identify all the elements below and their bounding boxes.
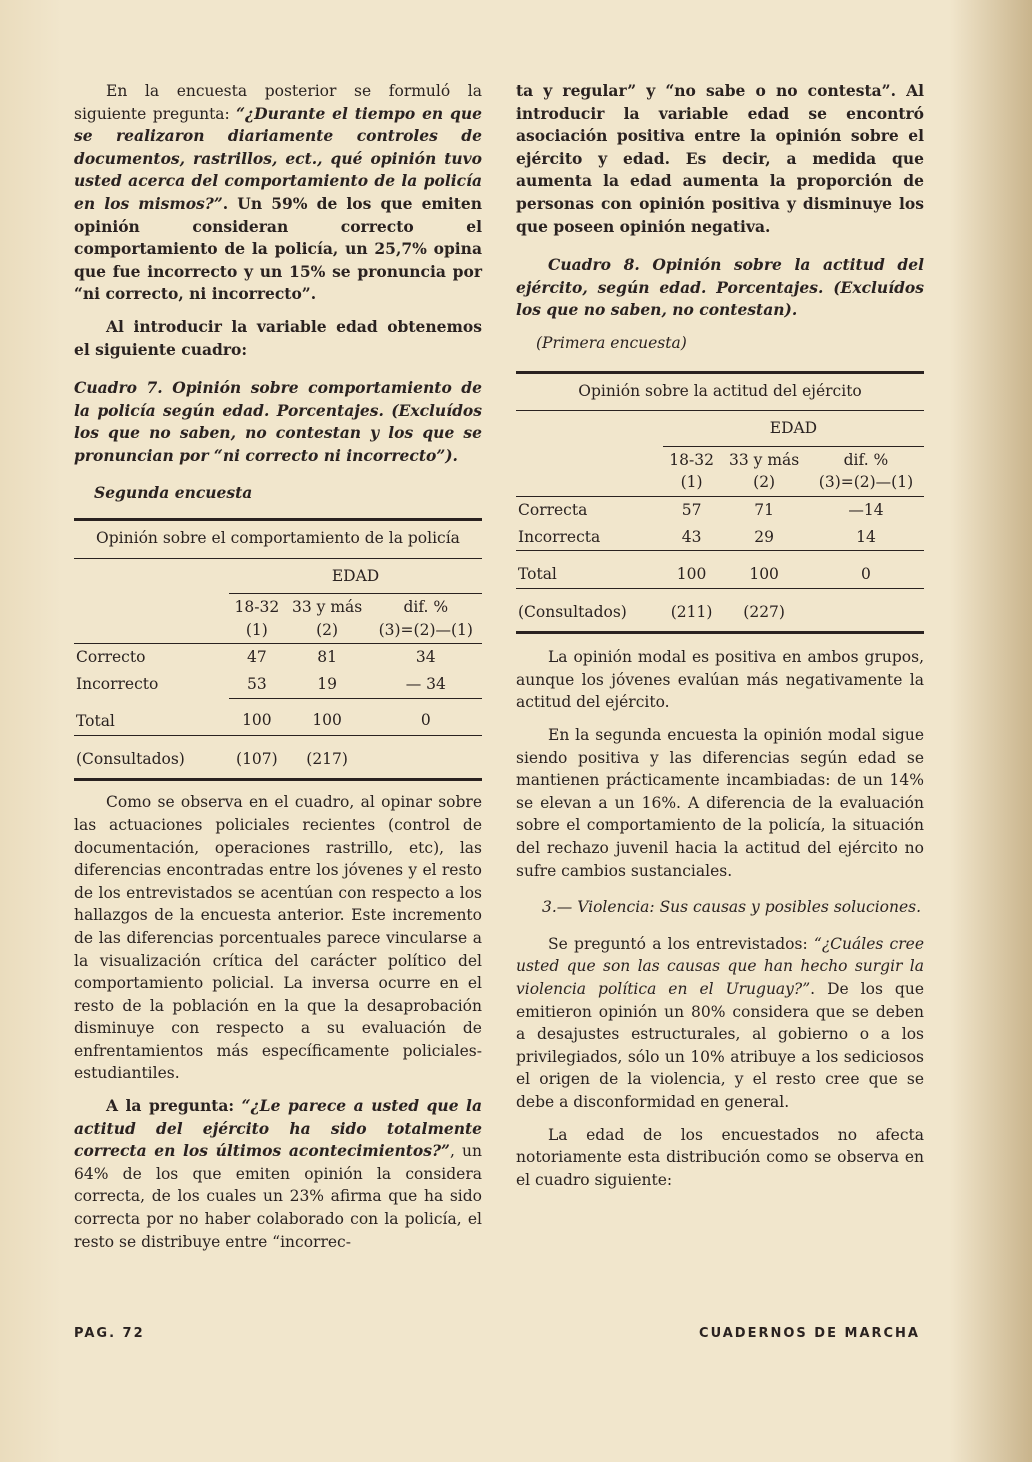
- question-quote: “¿Cuáles cree usted que son las causas que han hecho surgir la violencia política en el Uruguay?”: [516, 934, 924, 998]
- table-sublabel: (Primera encuesta): [536, 333, 687, 352]
- text: . Un 59% de los que emiten opinión consideran correcto el comportamiento de la policía, un 25,7% opina que fue incorrecto y un 15% se pronuncia por “ni correcto, ni incorrecto”.: [74, 193, 483, 304]
- table-title: Opinión sobre la actitud del ejército: [516, 372, 924, 411]
- table-consulted-row: (Consultados) (107) (217): [74, 735, 482, 780]
- table-group-header: EDAD: [229, 558, 482, 594]
- column-header: 33 y más (2): [285, 594, 370, 644]
- table-sublabel: Segunda encuesta: [94, 482, 253, 502]
- column-header: 33 y más (2): [720, 446, 808, 496]
- paragraph: [74, 80, 482, 306]
- paragraph: A la pregunta: “¿Le parece a usted que la actitud del ejército ha sido totalmente correcta en los últimos acontecimientos?”, un 64% de los que emiten opinión la considera correcta, de los cuales un 23% afirma que ha sido correcta por no haber colaborado con la policía, el resto se distribuye entre “incorrec-: [74, 1096, 483, 1251]
- paragraph: La edad de los encuestados no afecta notoriamente esta distribución como se observa en el cuadro siguiente:: [516, 1125, 924, 1189]
- table-title: Opinión sobre el comportamiento de la policía: [74, 520, 482, 559]
- publication-name: CUADERNOS DE MARCHA: [699, 1326, 920, 1341]
- question-quote: “¿Durante el tiempo en que se realizaron diariamente controles de documentos, rastrillos, ect., qué opinión tuvo usted acerca del comportamiento de la policía en los mismos?”: [74, 103, 482, 213]
- paragraph: En la segunda encuesta la opinión modal sigue siendo positiva y las diferencias según edad se mantienen prácticamente incambiadas: de un 14% se elevan a un 16%. A diferencia de la evaluación sobre el comportamiento de la policía, la situación del rechazo juvenil hacia la actitud del ejército no sufre cambios sustanciales.: [516, 726, 924, 880]
- table-8: [516, 371, 924, 647]
- right-column: [516, 80, 924, 1201]
- table-row: Correcta 57 71 —14: [516, 496, 924, 523]
- table-7: [74, 518, 482, 791]
- column-header: 18-32 (1): [229, 594, 285, 644]
- table-group-header: EDAD: [663, 411, 924, 447]
- table-row: Incorrecto 53 19 — 34: [76, 675, 446, 694]
- table-total-row: Total 100 100 0: [74, 698, 482, 735]
- table-row: Incorrecta 43 29 14: [518, 527, 876, 546]
- page-number: PAG. 72: [74, 1326, 145, 1341]
- table-row: Correcto 47 81 34: [74, 644, 482, 671]
- table-caption: Cuadro 7. Opinión sobre comportamiento de la policía según edad. Porcentajes. (Excluídos los que no saben, no contestan y los que se pronuncian por “ni correcto ni incorrecto”).: [74, 378, 482, 465]
- column-header: dif. % (3)=(2)—(1): [808, 446, 924, 496]
- table-consulted-row: (Consultados) (211) (227): [516, 588, 924, 633]
- table-total-row: Total 100 100 0: [516, 551, 924, 589]
- paragraph: Se preguntó a los entrevistados: “¿Cuáles cree usted que son las causas que han hecho surgir la violencia política en el Uruguay?”. De los que emitieron opinión un 80% considera que se deben a desajustes estructurales, al gobierno o a los privilegiados, sólo un 10% atribuye a los sediciosos el origen de la violencia, y el resto cree que se debe a disconformidad en general.: [516, 934, 924, 1111]
- paragraph: Como se observa en el cuadro, al opinar sobre las actuaciones policiales recientes (control de documentación, operaciones rastrillo, etc), las diferencias encontradas entre los jóvenes y el resto de los entrevistados se acentúan con respecto a los hallazgos de la encuesta anterior. Este incremento de las diferencias porcentuales parece vincularse a la visualización crítica del carácter político del comportamiento policial. La inversa ocurre en el resto de la población en la que la desaprobación disminuye con respecto a su evaluación de enfrentamientos más específicamente policiales-estudiantiles.: [74, 793, 482, 1083]
- paragraph: Al introducir la variable edad obtenemos el siguiente cuadro:: [74, 316, 482, 359]
- column-header: dif. % (3)=(2)—(1): [370, 594, 482, 644]
- question-quote: “¿Le parece a usted que la actitud del ejército ha sido totalmente correcta en los últimos acontecimientos?”: [74, 1096, 482, 1161]
- left-column: [74, 80, 482, 1263]
- text: En la encuesta posterior se formuló la siguiente pregunta:: [74, 82, 482, 123]
- section-heading: 3.— Violencia: Sus causas y posibles soluciones.: [542, 898, 922, 917]
- column-header: 18-32 (1): [663, 446, 720, 496]
- paragraph: La opinión modal es positiva en ambos grupos, aunque los jóvenes evalúan más negativamente la actitud del ejército.: [516, 648, 924, 712]
- table-caption: Cuadro 8. Opinión sobre la actitud del ejército, según edad. Porcentajes. (Excluídos los que no saben, no contestan).: [516, 255, 924, 320]
- paragraph: ta y regular” y “no sabe o no contesta”. Al introducir la variable edad se encontró asociación positiva entre la opinión sobre el ejército y edad. Es decir, a medida que aumenta la edad aumenta la proporción de personas con opinión positiva y disminuye los que poseen opinión negativa.: [516, 81, 924, 236]
